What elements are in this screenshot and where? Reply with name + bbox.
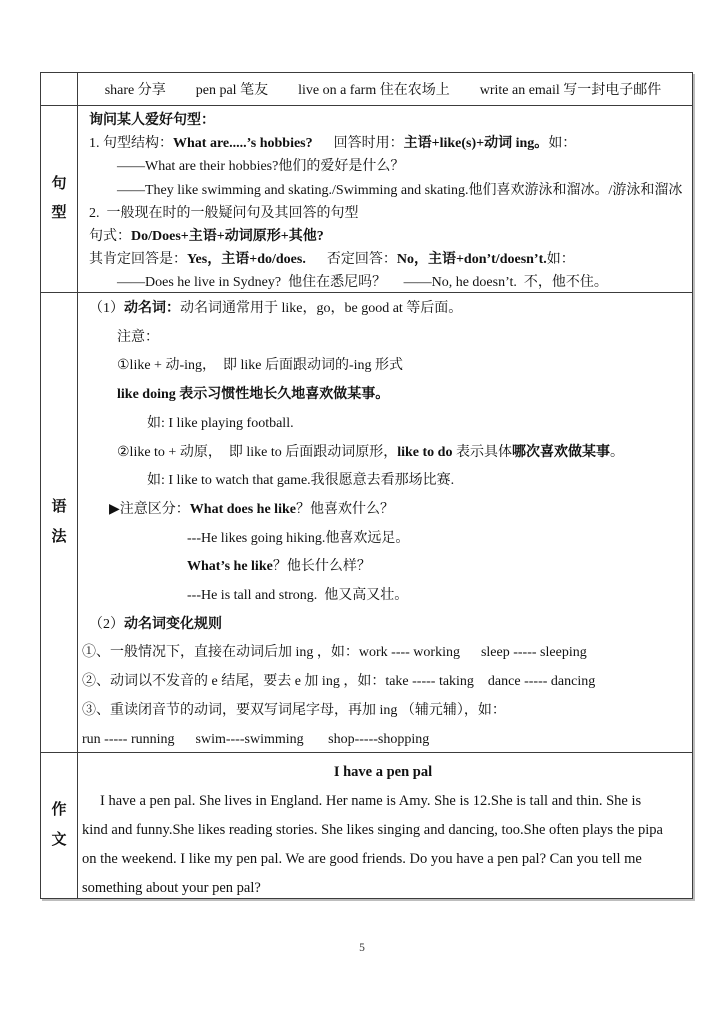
composition-label-text: 作文 (51, 802, 67, 848)
text-run: 动名词： (124, 301, 180, 316)
text-line (82, 439, 684, 468)
text-run: What’s he like (187, 559, 273, 575)
text-run: 否定回答： (305, 252, 397, 268)
text-line (82, 726, 684, 755)
text-line (82, 611, 684, 640)
grammar-content (78, 293, 692, 752)
text-line (82, 410, 684, 439)
text-run: 句式： (89, 229, 131, 245)
text-run: run ----- running swim----swimming shop-----shopping (82, 731, 430, 747)
sentence-pattern-row (41, 106, 692, 293)
text-line (82, 525, 684, 554)
text-line (82, 381, 684, 410)
text-line (82, 248, 684, 271)
text-run: ③、重读闭音节的动词，要双写词尾字母，再加 ing （辅元辅），如： (82, 702, 506, 718)
grammar-row-label (41, 293, 78, 752)
text-line (82, 668, 684, 697)
text-line (82, 202, 684, 225)
text-run: like doing 表示习惯性地长久地喜欢做某事。 (117, 387, 390, 403)
text-line (82, 109, 684, 132)
text-run: 表示具体 (455, 444, 512, 460)
text-line (82, 352, 684, 381)
text-line (82, 132, 684, 155)
text-line (82, 295, 684, 324)
text-run: 注意： (117, 329, 159, 345)
text-run: ▶注意区分： (109, 501, 190, 517)
grammar-row (41, 293, 692, 753)
vocab-row-label (41, 73, 78, 105)
text-run: live on a farm 住在农场上 (298, 83, 450, 98)
text-run: ①like + 动-ing， 即 like 后面跟动词的-ing 形式 (117, 358, 404, 374)
text-line (82, 155, 684, 178)
grammar-label-text: 语法 (51, 499, 67, 545)
text-run: 询问某人爱好句型： (89, 113, 215, 128)
text-run: ①、一般情况下，直接在动词后加 ing ，如：work ---- working sleep ----- sleeping (82, 645, 587, 661)
text-run: 2. 一般现在时的一般疑问句及其回答的句型 (89, 205, 359, 221)
text-line (82, 324, 684, 353)
text-run: （2） (89, 616, 124, 632)
vocab-row (41, 73, 692, 106)
text-run: ---He likes going hiking.他喜欢远足。 (187, 530, 410, 546)
text-line (82, 697, 684, 726)
text-run: 其肯定回答是： (89, 252, 187, 268)
composition-content (78, 753, 692, 898)
text-run: What does he like (189, 501, 296, 517)
composition-row-label (41, 753, 78, 898)
essay-title: I have a pen pal (333, 764, 433, 780)
text-run: ——What are their hobbies?他们的爱好是什么？ (117, 159, 405, 175)
text-line (82, 179, 684, 202)
text-run: 1. 句型结构： (89, 136, 173, 152)
text-run: （1） (89, 301, 124, 316)
text-run: 回答时用： (312, 136, 404, 152)
text-run: ②、动词以不发音的 e 结尾，要去 e 加 ing ，如：take ----- taking dance ----- dancing (82, 674, 596, 690)
text-run: No，主语+don’t/doesn’t. (396, 252, 547, 268)
text-line (82, 496, 684, 525)
essay-paragraph: I have a pen pal. She lives in England. Her name is Amy. She is 12.She is tall and thin. She is kind and funny.She likes reading stories. She likes singing and dancing, too.She often plays the pipa on the weekend. I like my pen pal. We are good friends. Do you have a pen pal? Can you tell me something about your pen pal? (82, 793, 663, 896)
text-run: ②like to + 动原， 即 like to 后面跟动词原形， (117, 444, 398, 460)
sentence-pattern-content (78, 106, 692, 292)
text-line (82, 225, 684, 248)
text-run: 如： (546, 252, 575, 268)
text-line (82, 79, 684, 99)
study-notes-table (40, 72, 693, 899)
text-run: What are.....’s hobbies? (173, 136, 313, 152)
text-run: Yes，主语+do/does. (187, 252, 306, 268)
text-line (82, 639, 684, 668)
text-run: ——They like swimming and skating./Swimming and skating.他们喜欢游泳和溜冰。/游泳和溜冰 (117, 182, 683, 198)
text-run: ？他喜欢什么？ (295, 501, 394, 517)
text-run: 如: I like to watch that game.我很愿意去看那场比赛. (147, 473, 455, 489)
text-run: 。 (609, 444, 624, 460)
text-run: 主语+like(s)+动词 ing。 (403, 136, 549, 152)
text-run: like to do (397, 444, 456, 460)
text-run: ？他长什么样？ (272, 559, 371, 575)
text-run: ---He is tall and strong. 他又高又壮。 (187, 588, 409, 604)
text-run: 动名词变化规则 (124, 616, 222, 632)
sentence-pattern-label-text: 句型 (51, 175, 67, 221)
text-line (82, 271, 684, 294)
sentence-pattern-row-label (41, 106, 78, 292)
text-line (82, 582, 684, 611)
text-run: 动名词通常用于 like，go，be good at 等后面。 (180, 301, 463, 316)
text-run: write an email 写一封电子邮件 (479, 83, 662, 98)
text-line (82, 553, 684, 582)
text-run: ——Does he live in Sydney? 他住在悉尼吗？ ——No, he doesn’t. 不，他不住。 (117, 275, 608, 291)
text-run: 如： (548, 136, 577, 152)
text-run: 哪次喜欢做某事 (511, 444, 610, 460)
composition-row (41, 753, 692, 898)
text-run: Do/Does+主语+动词原形+其他? (131, 229, 324, 245)
vocab-row-content (78, 73, 692, 105)
text-line (82, 467, 684, 496)
text-run: 如: I like playing football. (147, 415, 294, 431)
page-number: 5 (359, 942, 365, 954)
text-run: share 分享 (104, 83, 166, 98)
text-run: pen pal 笔友 (195, 83, 269, 98)
